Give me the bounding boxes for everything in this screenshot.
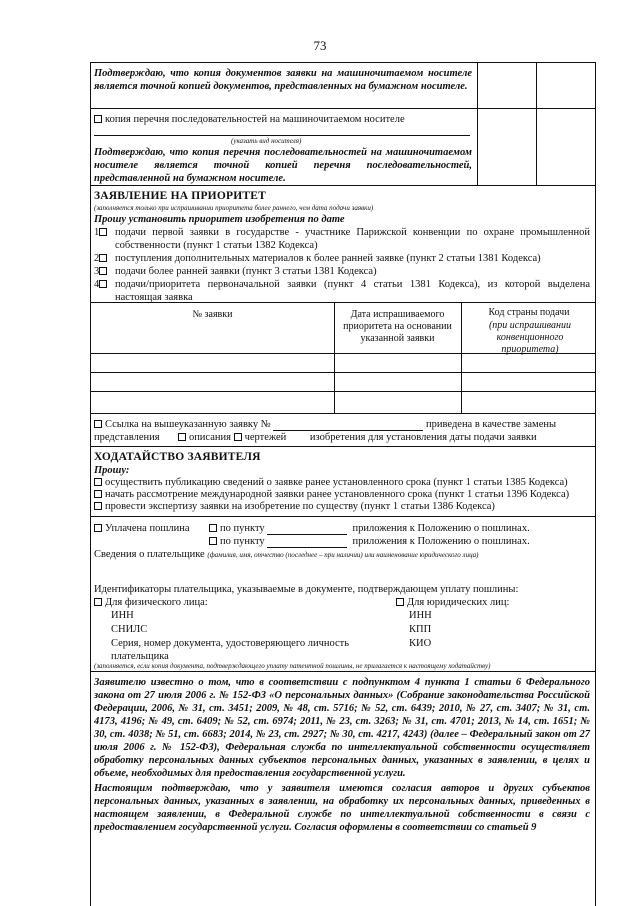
petition-item-2: начать рассмотрение международной заявки ранее установленного срока (пункт 1 статьи 1396 Кодекса) (105, 489, 570, 500)
fee-appendix-1: приложения к Положению о пошлинах. (352, 523, 530, 534)
fee-clause-2-field[interactable] (267, 537, 347, 548)
priority-hint: (заполняется только при испрашивании приоритета более раннего, чем дата подачи заявки) (94, 204, 374, 212)
fee-paid-label: Уплачена пошлина (105, 523, 190, 534)
col-header-priority-date: Дата испрашиваемого приоритета на основании указанной заявки (343, 309, 452, 344)
consent-notice: Заявителю известно о том, что в соответствии с подпунктом 4 пункта 1 статьи 6 Федерального закона от 27 июля 2006 г. № 152-ФЗ «О персональных данных» (Собрание законодательства Российской Федерации, 2006, № 31, ст. 3451; 2009, № 48, ст. 5716; № 52, ст. 6439; 2010, № 27, ст. 3407; № 31, ст. 4173, 4196; № 49, ст. 6409; № 52, ст. 6974; 2011, № 23, ст. 3263; № 31, ст. 4701; 2013, № 14, ст. 1651; № 30, ст. 4038; № 51, ст. 6683; 2014, № 23, ст. 2927; № 30, ст. 4217, 4243) (далее – Федеральный закон от 27 июля 2006 г. № 152-ФЗ), Федеральная служба по интеллектуальной собственности осуществляет обработку персональных данных субъектов персональных данных, указанных в заявлении, в целях и объеме, необходимых для предоставления государственной услуги. (94, 677, 590, 779)
fee-clause-label: по пункту (220, 536, 265, 547)
passport-label: Серия, номер документа, удостоверяющего личность плательщика (111, 638, 350, 662)
petition-request: Прошу: (94, 465, 130, 476)
legal-entity-label: Для юридических лиц: (407, 597, 510, 608)
description-checkbox[interactable] (178, 433, 186, 441)
individual-label: Для физического лица: (105, 597, 208, 608)
copy-documents-section (91, 63, 595, 109)
legal-entity-checkbox[interactable] (396, 598, 404, 606)
page-number: 73 (313, 38, 327, 53)
reference-section (91, 414, 595, 447)
form-frame (90, 62, 596, 906)
reference-line1-end: приведена в качестве замены (426, 419, 557, 430)
reference-line2-start: представления (94, 432, 160, 443)
priority-option-4-checkbox[interactable] (99, 280, 107, 288)
priority-table (91, 303, 595, 414)
individual-inn-label: ИНН (111, 610, 134, 621)
fee-appendix-2: приложения к Положению о пошлинах. (352, 536, 530, 547)
priority-option-2-checkbox[interactable] (99, 254, 107, 262)
sequence-copy-section (91, 109, 595, 186)
confirm-sequence-text: Подтверждаю, что копия перечня последовательностей на машиночитаемом носителе является точной копией перечня последовательностей, представленной на бумажном носителе. (94, 147, 472, 184)
drawings-label: чертежей (244, 432, 287, 443)
petition-title: ХОДАТАЙСТВО ЗАЯВИТЕЛЯ (94, 451, 261, 463)
snils-label: СНИЛС (111, 624, 148, 635)
fee-clause-2-checkbox[interactable] (209, 537, 217, 545)
petition-item-3-checkbox[interactable] (94, 502, 102, 510)
legal-inn-label: ИНН (409, 610, 432, 621)
priority-option-1: подачи первой заявки в государстве - участнике Парижской конвенции по охране промышленной собственности (пункт 1 статьи 1382 Кодекса) (115, 227, 590, 251)
reference-checkbox[interactable] (94, 420, 102, 428)
fee-clause-1-checkbox[interactable] (209, 524, 217, 532)
sequence-copy-checkbox[interactable] (94, 115, 102, 123)
fee-clause-1-field[interactable] (267, 524, 347, 535)
individual-checkbox[interactable] (94, 598, 102, 606)
priority-option-1-checkbox[interactable] (99, 228, 107, 236)
kio-label: КИО (409, 638, 432, 649)
fee-clause-label: по пункту (220, 523, 265, 534)
priority-option-4: подачи/приоритета первоначальной заявки (пункт 4 статьи 1381 Кодекса), из которой выделена настоящая заявка (115, 279, 590, 303)
reference-number-field[interactable] (273, 420, 423, 431)
option-number: 4 (94, 279, 100, 290)
priority-option-3: подачи более ранней заявки (пункт 3 статьи 1381 Кодекса) (115, 266, 377, 277)
fee-footnote: (заполняется, если копия документа, подтверждающего уплату патентной пошлины, не прилагается к настоящему ходатайству) (94, 662, 491, 670)
fee-section (91, 517, 595, 672)
option-number: 2 (94, 253, 100, 264)
media-type-hint: (указать вид носителя) (231, 137, 302, 145)
petition-item-1-checkbox[interactable] (94, 478, 102, 486)
payer-identifiers-label: Идентификаторы плательщика, указываемые в документе, подтверждающем уплату пошлины: (94, 584, 519, 595)
petition-item-1: осуществить публикацию сведений о заявке ранее установленного срока (пункт 1 статьи 1385 Кодекса) (105, 477, 568, 488)
priority-title: ЗАЯВЛЕНИЕ НА ПРИОРИТЕТ (94, 190, 266, 202)
reference-line2-end: изобретения для установления даты подачи заявки (309, 432, 537, 443)
col-header-country-hint: (при испрашивании конвенционного приоритета) (488, 320, 572, 355)
petition-item-3: провести экспертизу заявки на изобретение по существу (пункт 1 статьи 1386 Кодекса) (105, 501, 495, 512)
col-header-country-code: Код страны подачи (488, 307, 570, 318)
petition-section (91, 447, 595, 517)
payer-info-hint: (фамилия, имя, отчество (последнее – при наличии) или наименование юридического лица) (207, 551, 479, 559)
consent-section (91, 672, 595, 906)
option-number: 3 (94, 266, 100, 277)
option-number: 1 (94, 227, 100, 238)
consent-confirmation: Настоящим подтверждаю, что у заявителя имеются согласия авторов и других субъектов персональных данных, указанных в заявлении, на обработку их персональных данных, приведенных в настоящем заявлении, в Федеральной службе по интеллектуальной собственности в связи с предоставлением государственной услуги. Согласия оформлены в соответствии со статьей 9 (94, 783, 590, 833)
sequence-copy-label: копия перечня последовательностей на машиночитаемом носителе (105, 114, 405, 125)
petition-item-2-checkbox[interactable] (94, 490, 102, 498)
priority-option-3-checkbox[interactable] (99, 267, 107, 275)
drawings-checkbox[interactable] (234, 433, 242, 441)
priority-claim-section (91, 186, 595, 303)
payer-info-label: Сведения о плательщике (94, 549, 205, 560)
priority-request: Прошу установить приоритет изобретения по дате (94, 214, 345, 225)
reference-line1-start: Ссылка на вышеуказанную заявку № (105, 419, 271, 430)
kpp-label: КПП (409, 624, 432, 635)
fee-paid-checkbox[interactable] (94, 524, 102, 532)
description-label: описания (188, 432, 231, 443)
confirm-docs-text: Подтверждаю, что копия документов заявки на машиночитаемом носителе является точной копией документов, представленных на бумажном носителе. (94, 68, 472, 92)
col-header-app-number: № заявки (192, 309, 233, 320)
priority-option-2: поступления дополнительных материалов к более ранней заявке (пункт 2 статьи 1381 Кодекса) (115, 253, 541, 264)
